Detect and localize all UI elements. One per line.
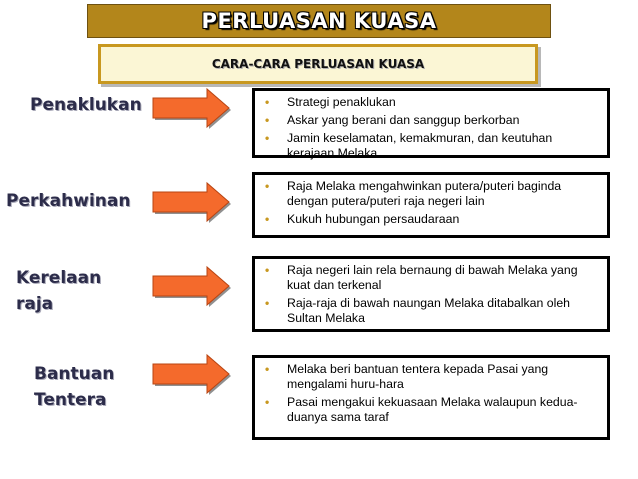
bullet-icon: •	[265, 131, 270, 145]
row-label-bantuan-tentera	[34, 361, 114, 413]
row-label-line: Bantuan	[34, 364, 115, 384]
row-label-kerelaan-raja	[16, 265, 101, 317]
row-label-penaklukan	[30, 92, 142, 118]
right-arrow-icon	[150, 180, 232, 224]
list-item: • Pasai mengakui kekuasaan Melaka walaupun kedua-duanya sama taraf	[265, 395, 578, 424]
bullet-icon: •	[265, 395, 270, 409]
points-box-perkahwinan	[252, 172, 610, 238]
bullet-icon: •	[265, 362, 270, 376]
row-label-line: Penaklukan	[30, 95, 142, 115]
list-item: • Askar yang berani dan sanggup berkorban	[265, 113, 520, 127]
right-arrow-icon	[150, 264, 232, 308]
row-label-line: raja	[16, 294, 54, 314]
page-title: PERLUASAN KUASA	[201, 9, 437, 33]
bullet-icon: •	[265, 113, 270, 127]
bullet-icon: •	[265, 95, 270, 109]
bullet-icon: •	[265, 263, 270, 277]
list-item: • Raja-raja di bawah naungan Melaka ditabalkan oleh Sultan Melaka	[265, 296, 571, 325]
points-box-kerelaan-raja	[252, 256, 610, 332]
list-item: • Jamin keselamatan, kemakmuran, dan keutuhan kerajaan Melaka	[265, 131, 553, 160]
list-item: • Strategi penaklukan	[265, 95, 396, 109]
list-item: • Raja Melaka mengahwinkan putera/puteri baginda dengan putera/puteri raja negeri lain	[265, 179, 562, 208]
bullet-icon: •	[265, 179, 270, 193]
row-label-perkahwinan	[6, 188, 130, 214]
row-label-line: Tentera	[34, 390, 107, 410]
list-item: • Raja negeri lain rela bernaung di bawah Melaka yang kuat dan terkenal	[265, 263, 578, 292]
row-label-line: Perkahwinan	[6, 191, 131, 211]
bullet-icon: •	[265, 212, 270, 226]
points-box-penaklukan	[252, 88, 610, 158]
list-item: • Kukuh hubungan persaudaraan	[265, 212, 460, 226]
right-arrow-icon	[150, 86, 232, 130]
page-subtitle: CARA-CARA PERLUASAN KUASA	[211, 57, 425, 71]
points-box-bantuan-tentera	[252, 355, 610, 440]
subtitle-box	[98, 44, 538, 84]
right-arrow-icon	[150, 352, 232, 396]
title-bar	[87, 4, 551, 38]
row-label-line: Kerelaan	[16, 268, 102, 288]
bullet-icon: •	[265, 296, 270, 310]
list-item: • Melaka beri bantuan tentera kepada Pasai yang mengalami huru-hara	[265, 362, 549, 391]
